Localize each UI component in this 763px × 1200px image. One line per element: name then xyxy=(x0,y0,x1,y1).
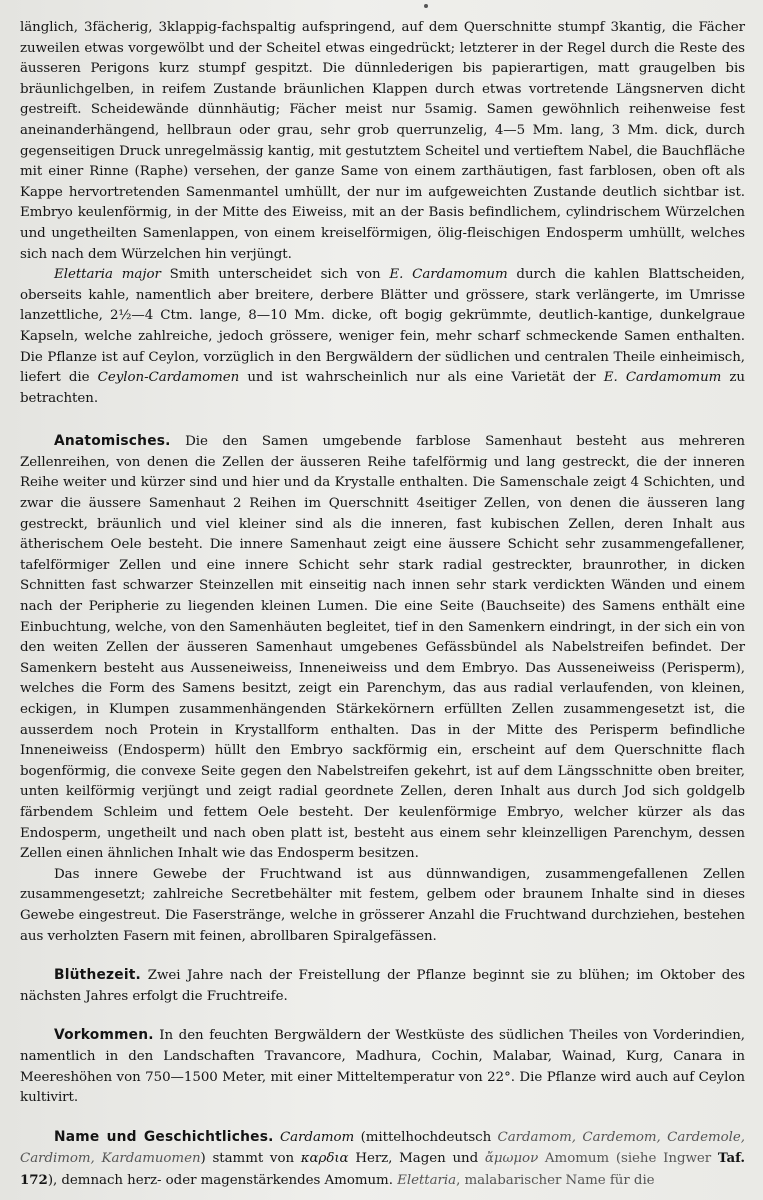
text-segment: Smith unterscheidet sich von xyxy=(160,267,390,283)
name-geschichtliches-paragraph xyxy=(20,1127,745,1192)
section-heading-vorkommen: Vorkommen. xyxy=(54,1027,154,1044)
species-reference: E. Cardamomum xyxy=(603,370,722,386)
term: Cardamom xyxy=(279,1129,355,1145)
text-segment: (mittelhochdeutsch xyxy=(354,1129,498,1145)
text-segment: , malabarischer Name für die xyxy=(456,1172,655,1188)
text-segment: zu betrachten. xyxy=(20,370,745,406)
text-segment: ), demnach herz- oder magenstärkendes Amomum. xyxy=(47,1172,398,1188)
vorkommen-paragraph xyxy=(20,1025,745,1108)
text-segment: Amomum (siehe Ingwer xyxy=(538,1151,718,1167)
text-segment: Herz, Magen und xyxy=(348,1151,485,1167)
text-segment: und ist wahrscheinlich nur als eine Varietät der xyxy=(239,370,604,386)
text-segment: ) stammt von xyxy=(200,1151,301,1167)
anatomisches-paragraph xyxy=(20,431,745,864)
section-heading-name: Name und Geschichtliches. xyxy=(54,1128,274,1145)
text-segment: Die den Samen umgebende farblose Samenhaut besteht aus mehreren Zellenreihen, von denen die Zellen der äusseren Reihe tafelförmig und lang gestreckt, die der inneren Reihe weiter und kürzer sind und hier und da Krystalle enthalten. Die Samenschale zeigt 4 Schichten, und zwar die äussere Samenhaut 2 Reihen im Querschnitt 4seitiger Zellen, von denen die äusseren lang gestreckt, bräunlich und viel kleiner sind als die inneren, fast kubischen Zellen, deren Inhalt aus ätherischem Oele besteht. Die innere Samenhaut zeigt eine äussere Schicht sehr zusammengefallener, tafelförmiger Zellen und eine innere Schicht sehr stark radial gestreckter, braunrother, in dicken Schnitten fast schwarzer Steinzellen mit einseitig nach innen sehr stark verdickten Wänden und einem nach der Peripherie zu liegenden kleinen Lumen. Die eine Seite (Bauchseite) des Samens enthält eine Einbuchtung, welche, von den Samenhäuten begleitet, tief in den Samenkern eindringt, in der sich ein von den weiten Zellen der äusseren Samenhaut umgebenes Gefässbündel als Nabelstreifen befindet. Der Samenkern besteht aus Ausseneiweiss, Inneneiweiss und dem Embryo. Das Ausseneiweiss (Perisperm), welches die Form des Samens besitzt, zeigt ein Parenchym, das aus radial verlaufenden, von kleinen, eckigen, in Klumpen zusammenhängenden Stärkekörnern erfüllten Zellen zusammengesetzt ist, die ausserdem noch Protein in Krystallform enthalten. Das in der Mitte des Perisperm befindliche Inneneiweiss (Endosperm) hüllt den Embryo sackförmig ein, erscheint auf dem Querschnitte flach bogenförmig, die convexe Seite gegen den Nabelstreifen gekehrt, ist auf dem Längsschnitte oben breiter, unten keilförmig verjüngt und zeigt radial geordnete Zellen, deren Inhalt aus durch Jod sich goldgelb färbendem Schleim und fettem Oele besteht. Der keulenförmige Embryo, welcher kürzer als das Endosperm, ungetheilt und nach oben platt ist, besteht aus einem sehr kleinzelligen Parenchym, dessen Zellen einen ähnlichen Inhalt wie das Endosperm besitzen. xyxy=(20,434,745,862)
greek-word: ἄμωμον xyxy=(484,1151,539,1167)
fruchtwand-paragraph: Das innere Gewebe der Fruchtwand ist aus dünnwandigen, zusammengefallenen Zellen zusammengesetzt; zahlreiche Secretbehälter mit festem, gelbem oder braunem Inhalte sind in dieses Gewebe eingestreut. Die Faserstränge, welche in grösserer Anzahl die Fruchtwand durchziehen, bestehen aus verholzten Fasern mit feinen, abrollbaren Spiralgefässen. xyxy=(20,866,745,944)
text-segment: durch die kahlen Blattscheiden, oberseits kahle, namentlich aber breitere, derbere Blätter und grössere, stark verlängerte, im Umrisse lanzettliche, 2½—4 Ctm. lange, 8—10 Mm. dicke, oft bogig gekrümmte, deutlich-kantige, dunkelgraue Kapseln, welche zahlreiche, jedoch grössere, weniger fein, mehr scharf schmeckende Samen enthalten. Die Pflanze ist auf Ceylon, vorzüglich in den Bergwäldern der südlichen und centralen Theile einheimisch, liefert die xyxy=(20,267,745,386)
name-variants: Cardamom, Cardemom, Cardemole, Cardimom, Kardamuomen xyxy=(20,1129,745,1167)
text-segment: In den feuchten Bergwäldern der Westküste des südlichen Theiles von Vorderindien, namentlich in den Landschaften Travancore, Madhura, Cochin, Malabar, Wainad, Kurg, Canara in Meereshöhen von 750—1500 Meter, mit einer Mitteltemperatur von 22°. Die Pflanze wird auch auf Ceylon kultivirt. xyxy=(20,1028,745,1106)
fruit-description-paragraph: länglich, 3fächerig, 3klappig-fachspaltig aufspringend, auf dem Querschnitte stumpf 3kantig, die Fächer zuweilen etwas vorgewölbt und der Scheitel etwas eingedrückt; letzterer in der Regel durch die Reste des äusseren Perigons kurz stumpf gespitzt. Die dünnlederigen bis papierartigen, matt graugelben bis bräunlichgelben, in reifem Zustande bräunlichen Klappen durch etwas vortretende Längsnerven dicht gestreift. Scheidewände dünnhäutig; Fächer meist nur 5samig. Samen gewöhnlich reihenweise fest aneinanderhängend, hellbraun oder grau, sehr grob querrunzelig, 4—5 Mm. lang, 3 Mm. dick, durch gegenseitigen Druck unregelmässig kantig, mit gestutztem Scheitel und vertieftem Nabel, die Bauchfläche mit einer Rinne (Raphe) versehen, der ganze Same von einem zarthäutigen, fast farblosen, oben oft als Kappe hervortretenden Samenmantel umhüllt, der nur im aufgeweichten Zustande deutlich sichtbar ist. Embryo keulenförmig, in der Mitte des Eiweiss, mit an der Basis befindlichem, cylindrischem Würzelchen und ungetheilten Samenlappen, von einem kreiselförmigen, ölig-fleischigen Endosperm umhüllt, welches sich nach dem Würzelchen hin verjüngt. xyxy=(20,20,745,262)
ink-dot xyxy=(424,4,428,8)
species-reference: E. Cardamomum xyxy=(389,267,508,283)
greek-word: καρδια xyxy=(300,1151,349,1167)
bluethezeit-paragraph xyxy=(20,965,745,1007)
product-name: Ceylon-Cardamomen xyxy=(97,370,240,386)
genus-name: Elettaria xyxy=(397,1172,457,1188)
section-heading-anatomisches: Anatomisches. xyxy=(54,433,171,450)
section-heading-bluethezeit: Blüthezeit. xyxy=(54,967,141,984)
text-segment: Zwei Jahre nach der Freistellung der Pflanze beginnt sie zu blühen; im Oktober des nächsten Jahres erfolgt die Fruchtreife. xyxy=(20,968,745,1004)
plate-reference: Taf. 172 xyxy=(20,1150,745,1188)
elettaria-major-paragraph xyxy=(20,265,745,409)
species-name: Elettaria major xyxy=(54,267,161,283)
